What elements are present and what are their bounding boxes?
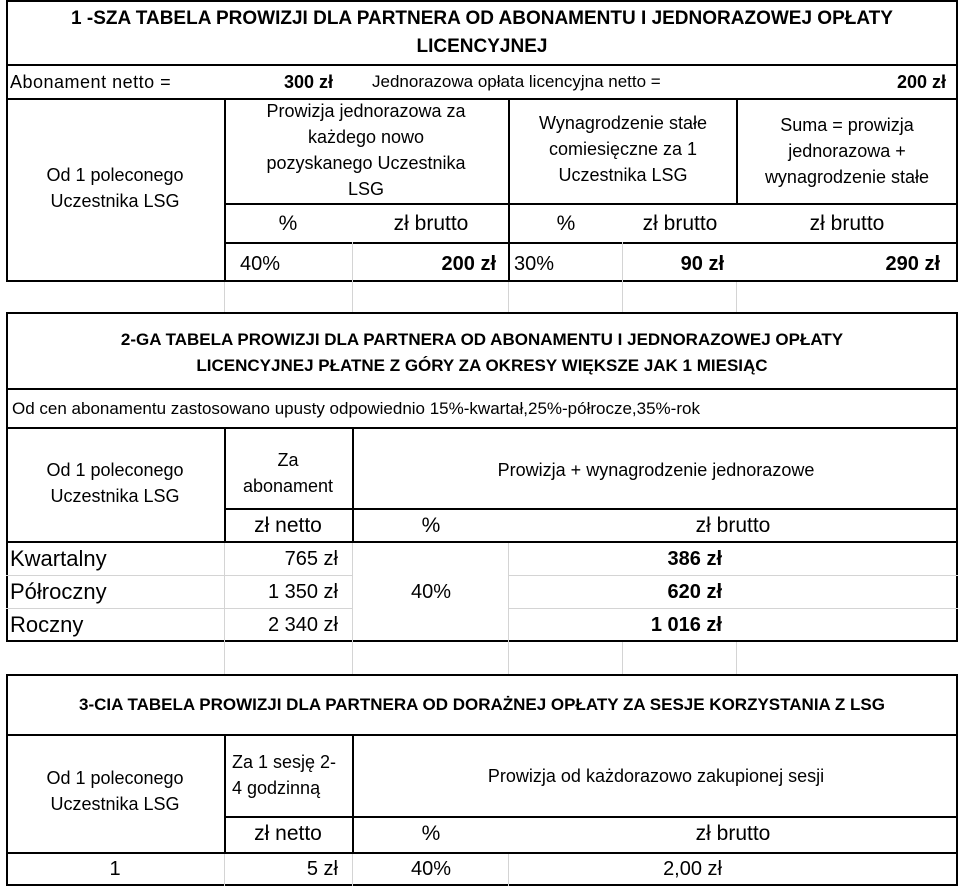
t1-value-brutto-2: 90 zł	[680, 253, 724, 275]
divider	[224, 242, 958, 244]
row-label: Kwartalny	[10, 546, 107, 571]
t3-row-brutto: 2,00 zł	[663, 858, 722, 880]
row-netto: 2 340 zł	[267, 614, 338, 636]
divider	[352, 242, 353, 282]
t1-col3-line-2: jednorazowa +	[788, 141, 906, 161]
divider	[6, 64, 958, 66]
divider	[6, 427, 958, 429]
divider	[6, 852, 958, 854]
t2-unit-brutto: zł brutto	[695, 514, 771, 537]
divider	[508, 575, 958, 576]
row-brutto: 620 zł	[667, 581, 722, 603]
divider	[224, 816, 958, 818]
t3-unit-netto: zł netto	[254, 822, 322, 845]
row-label: Roczny	[10, 612, 84, 637]
t3-col2-header: Prowizja od każdorazowo zakupionej sesji	[487, 766, 825, 786]
t2-percent: 40%	[410, 581, 452, 603]
t3-col1-line-1: Za 1 sesję 2-	[232, 752, 337, 772]
t2-unit-percent: %	[421, 514, 441, 537]
divider	[508, 543, 509, 642]
table-1-title-line-2: LICENCYJNEJ	[416, 36, 548, 57]
t1-col2-line-2: comiesięczne za 1	[548, 139, 698, 159]
divider	[508, 854, 509, 886]
table-2-title-line-2: LICENCYJNEJ PŁATNE Z GÓRY ZA OKRESY WIĘKSZE JAK 1 MIESIĄC	[196, 356, 768, 375]
t2-col0-line-2: Uczestnika LSG	[50, 486, 180, 506]
divider	[508, 608, 958, 609]
t3-row-netto: 5 zł	[306, 858, 338, 880]
t2-col1-line-1: Za	[277, 450, 299, 470]
t1-value-sum: 290 zł	[885, 253, 940, 275]
t1-col1-line-1: Prowizja jednorazowa za	[266, 101, 466, 121]
t1-col1-line-4: LSG	[347, 179, 385, 199]
t3-col0-line-2: Uczestnika LSG	[50, 794, 180, 814]
t1-value-percent-1: 40%	[240, 253, 281, 275]
divider	[352, 854, 353, 886]
t1-col0-line-1: Od 1 poleconego	[46, 165, 184, 185]
t1-unit-brutto-sum: zł brutto	[809, 212, 885, 235]
t2-col2-header: Prowizja + wynagrodzenie jednorazowe	[497, 460, 815, 480]
row-netto: 765 zł	[284, 548, 338, 570]
table-3-title: 3-CIA TABELA PROWIZJI DLA PARTNERA OD DORAŻNEJ OPŁATY ZA SESJE KORZYSTANIA Z LSG	[79, 695, 885, 714]
divider	[6, 388, 958, 390]
abonament-label: Abonament netto =	[10, 72, 172, 92]
t1-value-brutto-1: 200 zł	[441, 253, 496, 275]
table-2-title-line-1: 2-GA TABELA PROWIZJI DLA PARTNERA OD ABONAMENTU I JEDNORAZOWEJ OPŁATY	[120, 330, 844, 349]
t3-row-percent: 40%	[410, 858, 452, 880]
table-1-title-line-1: 1 -SZA TABELA PROWIZJI DLA PARTNERA OD ABONAMENTU I JEDNORAZOWEJ OPŁATY	[71, 8, 893, 29]
divider	[224, 203, 958, 205]
t1-col2-line-3: Uczestnika LSG	[558, 165, 688, 185]
divider	[224, 543, 225, 642]
divider	[224, 854, 225, 886]
t3-unit-brutto: zł brutto	[695, 822, 771, 845]
divider	[622, 242, 623, 282]
row-brutto: 386 zł	[667, 548, 722, 570]
row-netto: 1 350 zł	[267, 581, 338, 603]
t3-col0-line-1: Od 1 poleconego	[46, 768, 184, 788]
t1-col3-line-3: wynagrodzenie stałe	[764, 167, 930, 187]
t2-col0-line-1: Od 1 poleconego	[46, 460, 184, 480]
divider	[224, 508, 958, 510]
t2-unit-netto: zł netto	[254, 514, 322, 537]
abonament-value: 300 zł	[284, 72, 334, 92]
t1-col1-line-2: każdego nowo	[307, 127, 425, 147]
row-brutto: 1 016 zł	[650, 614, 722, 636]
row-label: Półroczny	[10, 579, 107, 604]
t3-row-count: 1	[109, 858, 121, 880]
t3-unit-percent: %	[421, 822, 441, 845]
t1-unit-percent-1: %	[278, 212, 298, 235]
divider	[6, 608, 352, 609]
t1-unit-brutto-1: zł brutto	[393, 212, 469, 235]
divider	[6, 575, 352, 576]
t1-col0-line-2: Uczestnika LSG	[50, 191, 180, 211]
t2-col1-line-2: abonament	[242, 476, 334, 496]
t3-col1-line-2: 4 godzinną	[232, 778, 321, 798]
discount-note: Od cen abonamentu zastosowano upusty odpowiednio 15%-kwartał,25%-półrocze,35%-rok	[12, 399, 700, 418]
t1-col3-line-1: Suma = prowizja	[780, 115, 914, 135]
divider	[352, 543, 353, 642]
license-fee-label: Jednorazowa opłata licencyjna netto =	[372, 72, 661, 91]
t1-col2-line-1: Wynagrodzenie stałe	[539, 113, 707, 133]
t1-value-percent-2: 30%	[514, 253, 555, 275]
divider	[6, 734, 958, 736]
t1-unit-percent-2: %	[556, 212, 576, 235]
t1-unit-brutto-2: zł brutto	[642, 212, 718, 235]
t1-col1-line-3: pozyskanego Uczestnika	[266, 153, 466, 173]
divider	[6, 541, 958, 543]
license-fee-value: 200 zł	[896, 72, 946, 92]
